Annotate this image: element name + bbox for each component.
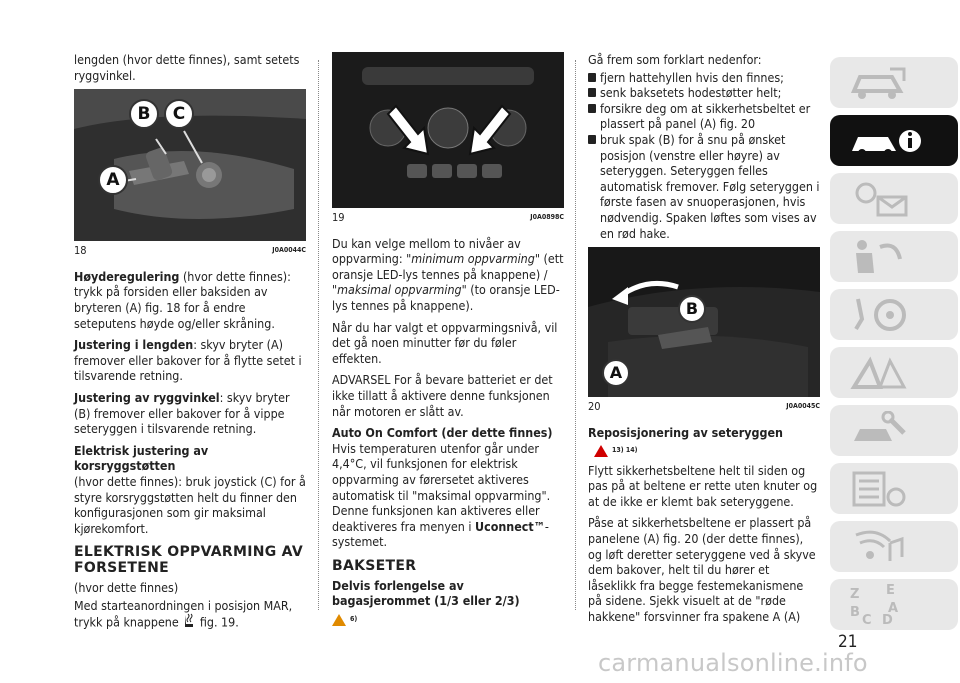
figure-20-caption bbox=[588, 399, 820, 415]
figure-number: 18 bbox=[74, 244, 87, 258]
lock-paragraph: Påse at sikkerhetsbeltene er plassert på panelene (A) fig. 20 (der dette finnes), og løft deretter seteryggene ved å skyve dem bakover, helt til du hører et låseklikk fra begge festemekanismene på sidene. Sjekk visuelt at de "røde hakkene" forsvinner fra spakene A (A) bbox=[588, 515, 816, 624]
car-dashboard-icon bbox=[846, 63, 916, 103]
repos-title-text: Reposisjonering av seteryggen bbox=[588, 424, 783, 440]
uconnect-brand: Uconnect™ bbox=[475, 518, 545, 534]
text-span: " (to oransje LED-lys tennes på knappene). bbox=[332, 282, 560, 313]
figure-code: J0A0044C bbox=[272, 246, 306, 255]
warning-road-icon bbox=[846, 353, 916, 393]
section-heading-heating: ELEKTRISK OPPVARMING AV FORSETENE bbox=[74, 544, 304, 577]
auto-on-paragraph bbox=[332, 425, 564, 550]
tab-maintenance[interactable] bbox=[830, 405, 958, 456]
list-item: bruk spak (B) for å snu på ønsket posisjon (venstre eller høyre) av seteryggen. Seteryggen felles automatisk fremover. Følg seteryggen i første fasen av snuoperasjonen, hvis nødvendig. Spaken løftes som vises av en rød hake. bbox=[588, 132, 820, 241]
page-number: 21 bbox=[838, 632, 858, 652]
index-letter: A bbox=[888, 601, 899, 616]
reference-numbers: 13) 14) bbox=[612, 446, 638, 455]
list-item: senk baksetets hodestøtter helt; bbox=[588, 85, 820, 101]
index-letter: E bbox=[886, 583, 895, 598]
text-span: Du kan velge mellom to nivåer av oppvarming: " bbox=[332, 235, 521, 267]
rygg-text: : skyv bryter (B) fremover eller bakover for å vippe seteryggen i tilsvarende retning. bbox=[74, 389, 290, 437]
reference-number: 6) bbox=[350, 614, 358, 623]
figure-20-rear-seat bbox=[588, 247, 820, 397]
hoyde-text: (hvor dette finnes): trykk på forsiden eller baksiden av bryteren (A) fig. 18 for å endre seteputens høyde og/eller skråning. bbox=[74, 268, 291, 331]
lengde-paragraph bbox=[74, 337, 306, 384]
alphabet-index-icon bbox=[846, 582, 916, 626]
hvor-text: (hvor dette finnes) bbox=[74, 580, 179, 596]
figure-19-caption bbox=[332, 210, 564, 226]
repos-title bbox=[588, 425, 820, 441]
korsrygg-paragraph bbox=[74, 443, 306, 537]
delvis-paragraph bbox=[332, 578, 564, 609]
seat-heater-icon bbox=[182, 613, 196, 633]
watermark: carmanualsonline.info bbox=[598, 649, 868, 677]
figure-18-caption bbox=[74, 243, 306, 259]
list-item: forsikre deg om at sikkerhetsbeltet er plassert på panel (A) fig. 20 bbox=[588, 101, 820, 132]
airbag-safety-icon bbox=[846, 237, 916, 277]
min-level-text: minimum oppvarming bbox=[411, 251, 535, 267]
delvis-reference bbox=[332, 611, 564, 627]
korsrygg-text: (hvor dette finnes): bruk joystick (C) for å styre korsryggstøtten helt du finner den konfigurasjonen som gir maksimal kjørekomfort. bbox=[74, 473, 306, 536]
label-a: A bbox=[98, 165, 128, 195]
figure-code: J0A0898C bbox=[530, 213, 564, 221]
hoyde-paragraph bbox=[74, 269, 306, 331]
tab-index[interactable] bbox=[830, 579, 958, 630]
effect-paragraph: Når du har valgt et oppvarmingsnivå, vil det gå noen minutter før du føler effekten. bbox=[332, 319, 558, 366]
tab-emergency[interactable] bbox=[830, 347, 958, 398]
tab-dashboard[interactable] bbox=[830, 57, 958, 108]
text-span: -systemet. bbox=[332, 518, 549, 550]
intro-text: lengden (hvor dette finnes), samt setets ryggvinkel. bbox=[74, 52, 300, 83]
wrench-car-icon bbox=[846, 411, 916, 451]
tab-car-info[interactable] bbox=[830, 115, 958, 166]
warning-paragraph: ADVARSEL For å bevare batteriet er det ikke tillatt å aktivere denne funksjonen når motoren er slått av. bbox=[332, 372, 553, 419]
rygg-paragraph bbox=[74, 390, 306, 437]
column-divider-1 bbox=[318, 60, 319, 610]
warning-triangle-icon bbox=[332, 614, 346, 626]
warning-triangle-icon bbox=[594, 445, 608, 457]
tab-lights[interactable] bbox=[830, 173, 958, 224]
heating-levels-paragraph bbox=[332, 236, 564, 314]
seatbelt-paragraph: Flytt sikkerhetsbeltene helt til siden og pas på at beltene er rette uten knuter og at de ikke er klemt bak seteryggene. bbox=[588, 462, 818, 509]
figure-number: 20 bbox=[588, 400, 601, 414]
climate-panel-illustration bbox=[332, 52, 564, 208]
multimedia-icon bbox=[846, 527, 916, 567]
label-a: A bbox=[602, 359, 630, 387]
index-letter: Z bbox=[850, 587, 860, 602]
figure-code: J0A0045C bbox=[786, 402, 820, 411]
column-divider-2 bbox=[575, 60, 576, 610]
light-message-icon bbox=[846, 179, 916, 219]
start-paragraph bbox=[74, 598, 306, 633]
figure-19-heater-buttons bbox=[332, 52, 564, 208]
korsrygg-title: Elektrisk justering av korsryggstøtten bbox=[74, 442, 209, 474]
figure-number: 19 bbox=[332, 211, 345, 224]
column-3 bbox=[588, 52, 820, 631]
tab-starting[interactable] bbox=[830, 289, 958, 340]
column-1 bbox=[74, 52, 306, 639]
hoyde-title: Høyderegulering bbox=[74, 268, 180, 284]
repos-references bbox=[594, 442, 820, 458]
figure-18-seat-controls bbox=[74, 89, 306, 241]
lengde-text: : skyv bryter (A) fremover eller bakover for å flytte setet i tilsvarende retning. bbox=[74, 337, 302, 384]
tab-technical-data[interactable] bbox=[830, 463, 958, 514]
index-letter: C bbox=[862, 613, 872, 626]
tab-multimedia[interactable] bbox=[830, 521, 958, 572]
label-b: B bbox=[678, 295, 706, 323]
index-letter: D bbox=[882, 613, 893, 626]
car-info-icon bbox=[846, 121, 926, 161]
steering-key-icon bbox=[846, 295, 916, 335]
max-level-text: maksimal oppvarming bbox=[337, 282, 462, 298]
list-item: fjern hattehyllen hvis den finnes; bbox=[588, 70, 820, 86]
rygg-title: Justering av ryggvinkel bbox=[74, 389, 220, 405]
text-span: Hvis temperaturen utenfor går under 4,4°C, vil funksjonen for elektrisk oppvarming av førersetet aktiveres automatisk til "maksimal oppvarming". Denne funksjonen kan aktiveres eller deaktiveres fra menyen i bbox=[332, 440, 551, 534]
intro-text: Gå frem som forklart nedenfor: bbox=[588, 52, 762, 67]
start-text-end: fig. 19. bbox=[196, 614, 239, 630]
data-list-icon bbox=[846, 469, 916, 509]
auto-on-title: Auto On Comfort (der dette finnes) bbox=[332, 425, 553, 441]
index-letter: B bbox=[850, 605, 860, 620]
label-c: C bbox=[164, 99, 194, 129]
section-heading-bakseter: BAKSETER bbox=[332, 557, 417, 574]
tab-safety[interactable] bbox=[830, 231, 958, 282]
label-b: B bbox=[129, 99, 159, 129]
column-2 bbox=[332, 52, 564, 627]
start-text: Med starteanordningen i posisjon MAR, trykk på knappene bbox=[74, 597, 293, 630]
delvis-title: Delvis forlengelse av bagasjerommet (1/3 eller 2/3) bbox=[332, 577, 520, 609]
lengde-title: Justering i lengden bbox=[74, 337, 194, 353]
text-span: " (ett oransje LED-lys tennes på knappene) / " bbox=[332, 251, 564, 298]
